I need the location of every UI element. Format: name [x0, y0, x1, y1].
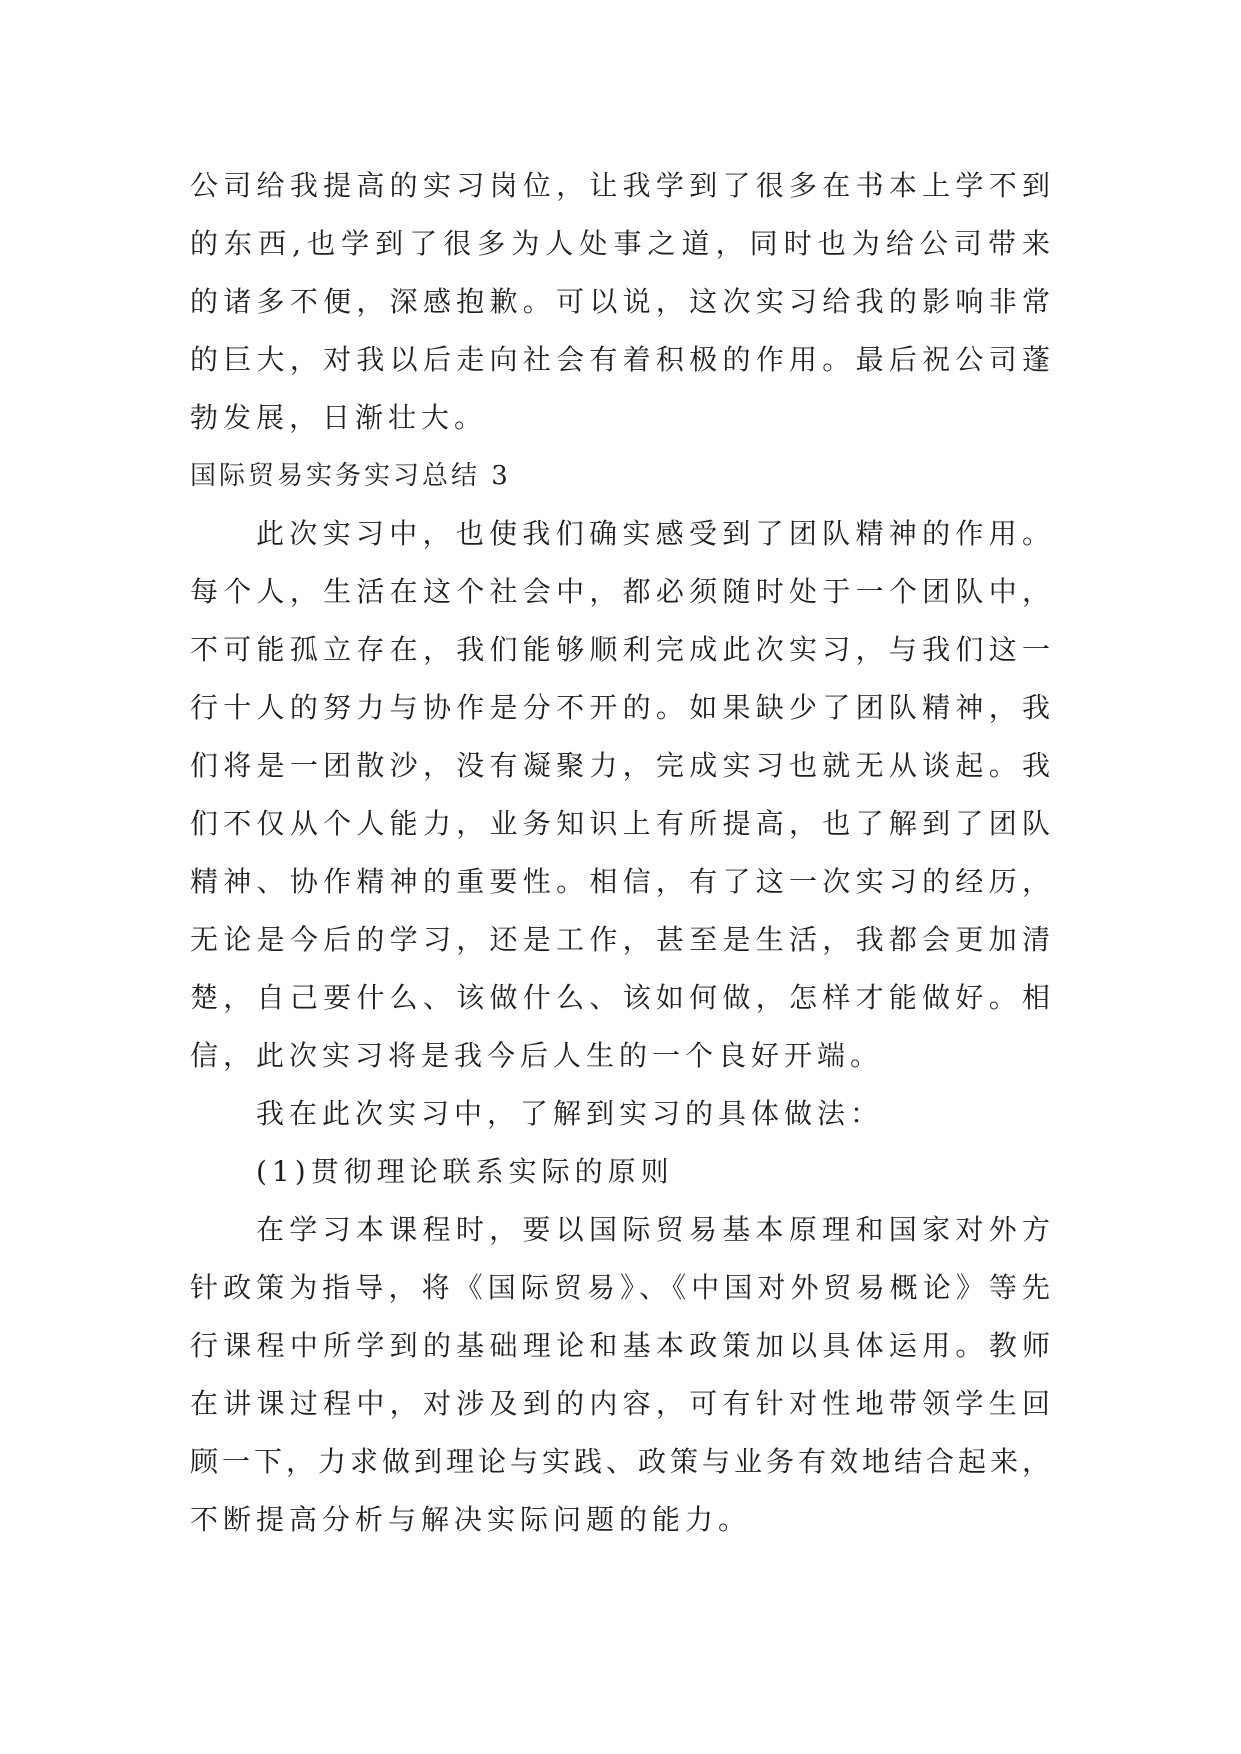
text-line: 不可能孤立存在，我们能够顺利完成此次实习，与我们这一 [190, 633, 1050, 666]
text-line: (1)贯彻理论联系实际的原则 [256, 1155, 674, 1188]
text-line: 勃发展，日渐壮大。 [190, 401, 488, 434]
text-line: 的东西,也学到了很多为人处事之道，同时也为给公司带来 [190, 227, 1050, 260]
text-line: 在学习本课程时，要以国际贸易基本原理和国家对外方 [256, 1213, 1050, 1246]
text-line: 的巨大，对我以后走向社会有着积极的作用。最后祝公司蓬 [190, 343, 1050, 376]
paragraph [190, 1085, 1050, 1143]
intro-paragraph [190, 157, 1050, 447]
paragraph [190, 1201, 1050, 1549]
text-line: 我在此次实习中，了解到实习的具体做法： [256, 1097, 884, 1130]
text-line: 楚，自己要什么、该做什么、该如何做，怎样才能做好。相 [190, 981, 1050, 1014]
text-line: 针政策为指导，将《国际贸易》、《中国对外贸易概论》等先 [190, 1271, 1050, 1304]
text-line: 行十人的努力与协作是分不开的。如果缺少了团队精神，我 [190, 691, 1050, 724]
text-line: 公司给我提高的实习岗位，让我学到了很多在书本上学不到 [190, 169, 1050, 202]
text-line: 信，此次实习将是我今后人生的一个良好开端。 [190, 1039, 884, 1072]
text-line: 行课程中所学到的基础理论和基本政策加以具体运用。教师 [190, 1329, 1050, 1362]
list-item [190, 1143, 1050, 1201]
document-body [190, 157, 1050, 1549]
text-line: 精神、协作精神的重要性。相信，有了这一次实习的经历， [190, 865, 1050, 898]
text-line: 们将是一团散沙，没有凝聚力，完成实习也就无从谈起。我 [190, 749, 1050, 782]
text-line: 无论是今后的学习，还是工作，甚至是生活，我都会更加清 [190, 923, 1050, 956]
text-line: 此次实习中，也使我们确实感受到了团队精神的作用。 [256, 517, 1050, 550]
text-line: 们不仅从个人能力，业务知识上有所提高，也了解到了团队 [190, 807, 1050, 840]
paragraph [190, 505, 1050, 1085]
text-line: 顾一下，力求做到理论与实践、政策与业务有效地结合起来， [190, 1445, 1050, 1478]
text-line: 不断提高分析与解决实际问题的能力。 [190, 1503, 752, 1536]
text-line: 每个人，生活在这个社会中，都必须随时处于一个团队中， [190, 575, 1050, 608]
section-heading: 国际贸易实务实习总结 3 [190, 461, 511, 491]
text-line: 在讲课过程中，对涉及到的内容，可有针对性地带领学生回 [190, 1387, 1050, 1420]
text-line: 的诸多不便，深感抱歉。可以说，这次实习给我的影响非常 [190, 285, 1050, 318]
